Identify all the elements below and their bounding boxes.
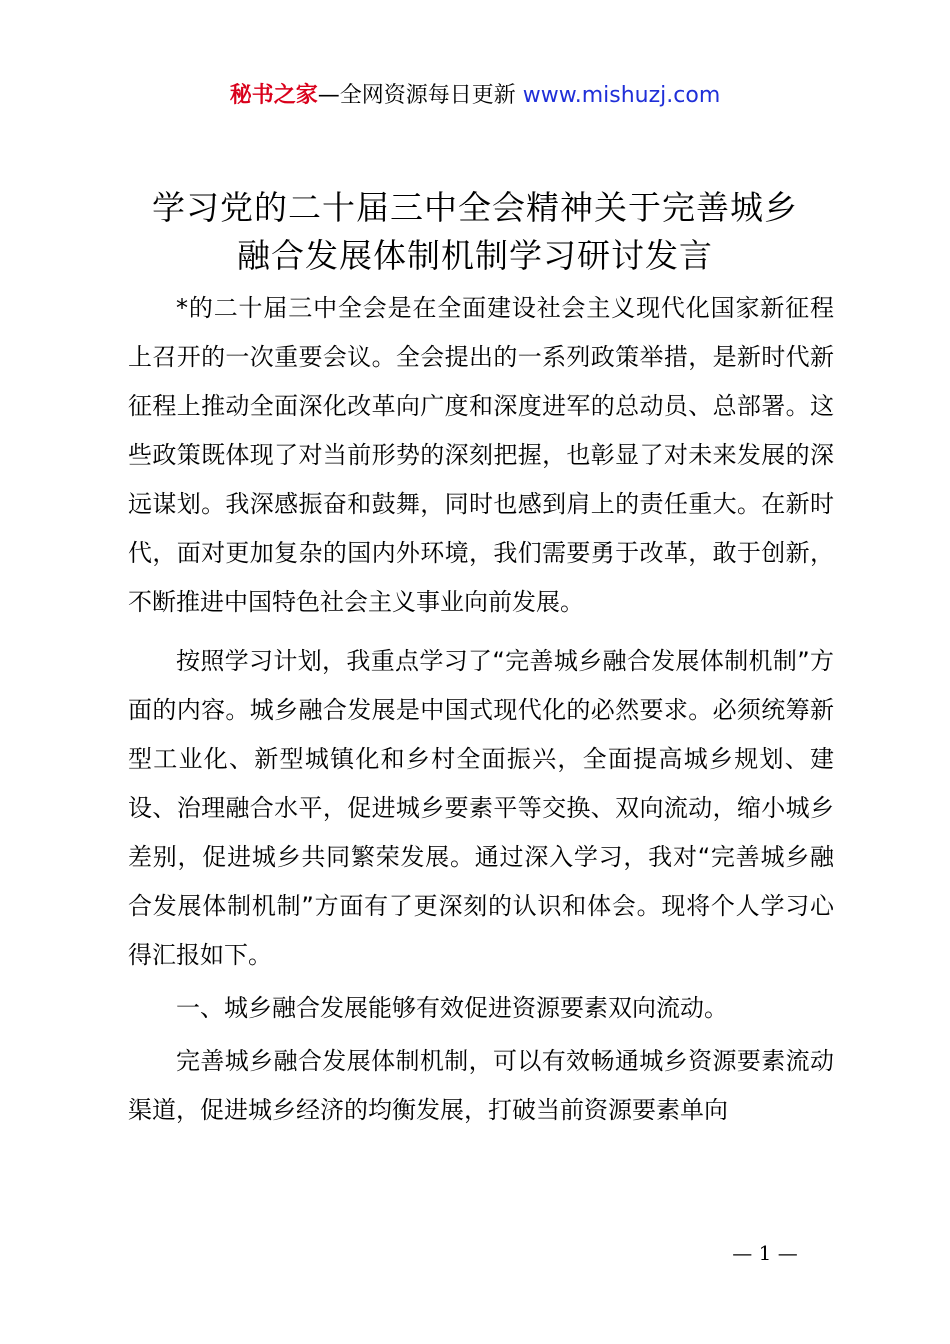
section-heading: 一、城乡融合发展能够有效促进资源要素双向流动。 bbox=[176, 994, 728, 1022]
brand-name: 秘书之家 bbox=[229, 83, 318, 108]
body-paragraph: *的二十届三中全会是在全面建设社会主义现代化国家新征程上召开的一次重要会议。全会提出的一系列政策举措，是新时代新征程上推动全面深化改革向广度和深度进军的总动员、总部署。这些政策既体现了对当前形势的深刻把握，也彰显了对未来发展的深远谋划。我深感振奋和鼓舞，同时也感到肩上的责任重大。在新时代，面对更加复杂的国内外环境，我们需要勇于改革，敢于创新，不断推进中国特色社会主义事业向前发展。 bbox=[128, 294, 834, 616]
title-line-1: 学习党的二十届三中全会精神关于完善城乡 bbox=[152, 188, 798, 227]
title-line-2: 融合发展体制机制学习研讨发言 bbox=[237, 236, 713, 275]
body-paragraph: 完善城乡融合发展体制机制，可以有效畅通城乡资源要素流动渠道，促进城乡经济的均衡发展，打破当前资源要素单向 bbox=[128, 1047, 834, 1124]
document-title bbox=[60, 184, 890, 280]
document-body bbox=[128, 284, 834, 1135]
body-paragraph: 按照学习计划，我重点学习了“完善城乡融合发展体制机制”方面的内容。城乡融合发展是中国式现代化的必然要求。必须统筹新型工业化、新型城镇化和乡村全面振兴，全面提高城乡规划、建设、治理融合水平，促进城乡要素平等交换、双向流动，缩小城乡差别，促进城乡共同繁荣发展。通过深入学习，我对“完善城乡融合发展体制机制”方面有了更深刻的认识和体会。现将个人学习心得汇报如下。 bbox=[128, 647, 834, 969]
header-tagline: —全网资源每日更新 bbox=[317, 83, 523, 108]
site-header bbox=[0, 80, 950, 112]
site-url-link[interactable]: www.mishuzj.com bbox=[522, 83, 721, 108]
page-number: — 1 — bbox=[732, 1241, 798, 1265]
